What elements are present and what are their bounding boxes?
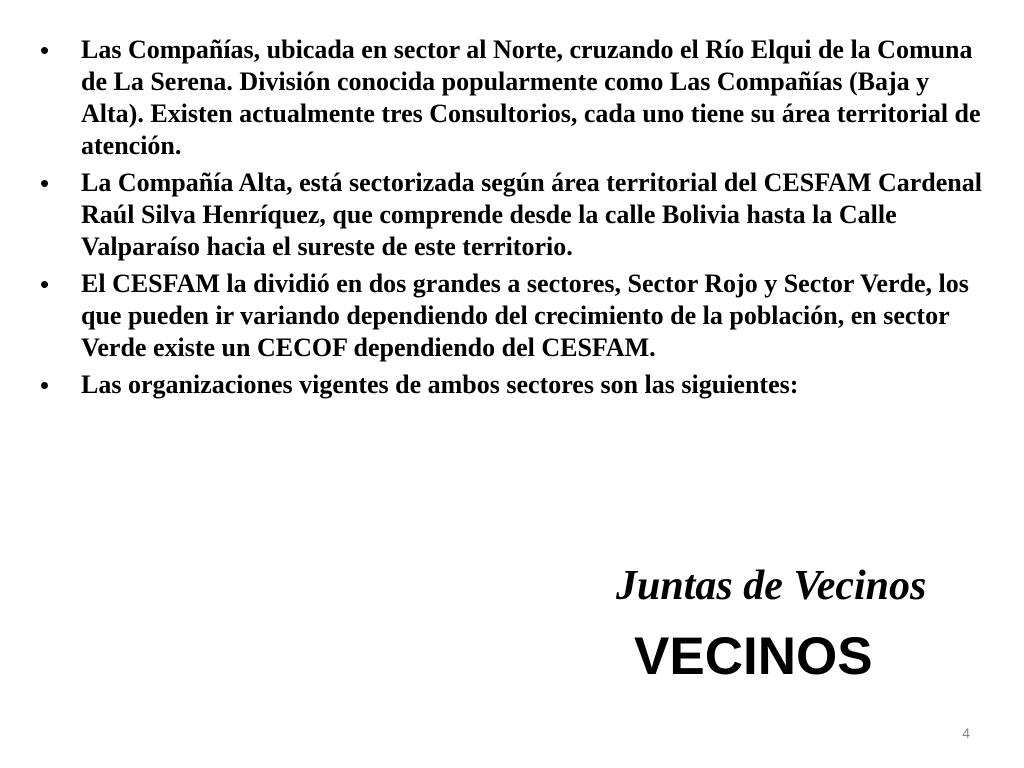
bullet-mark: •	[40, 370, 50, 400]
list-item	[40, 167, 985, 263]
bullet-text: El CESFAM la dividió en dos grandes a sectores, Sector Rojo y Sector Verde, los que pueden ir variando dependiendo del crecimiento de la población, en sector Verde existe un CECOF dependiendo del CESFAM.	[81, 269, 969, 362]
list-item	[40, 34, 985, 162]
bullet-mark: •	[40, 35, 50, 65]
list-item	[40, 268, 985, 364]
bullet-text: La Compañía Alta, está sectorizada según área territorial del CESFAM Cardenal Raúl Silva Henríquez, que comprende desde la calle Bolivia hasta la Calle Valparaíso hacia el sureste de este territorio.	[81, 168, 982, 261]
bullet-text: Las organizaciones vigentes de ambos sectores son las siguientes:	[81, 370, 799, 399]
list-item	[40, 369, 985, 401]
bullet-mark: •	[40, 269, 50, 299]
subheading: Juntas de Vecinos	[616, 563, 927, 609]
heading: VECINOS	[634, 627, 873, 686]
page-number: 4	[962, 725, 970, 741]
bullet-list	[40, 34, 985, 406]
bullet-mark: •	[40, 168, 50, 198]
bullet-text: Las Compañías, ubicada en sector al Norte, cruzando el Río Elqui de la Comuna de La Serena. División conocida popularmente como Las Compañías (Baja y Alta). Existen actualmente tres Consultorios, cada uno tiene su área territorial de atención.	[81, 35, 981, 160]
